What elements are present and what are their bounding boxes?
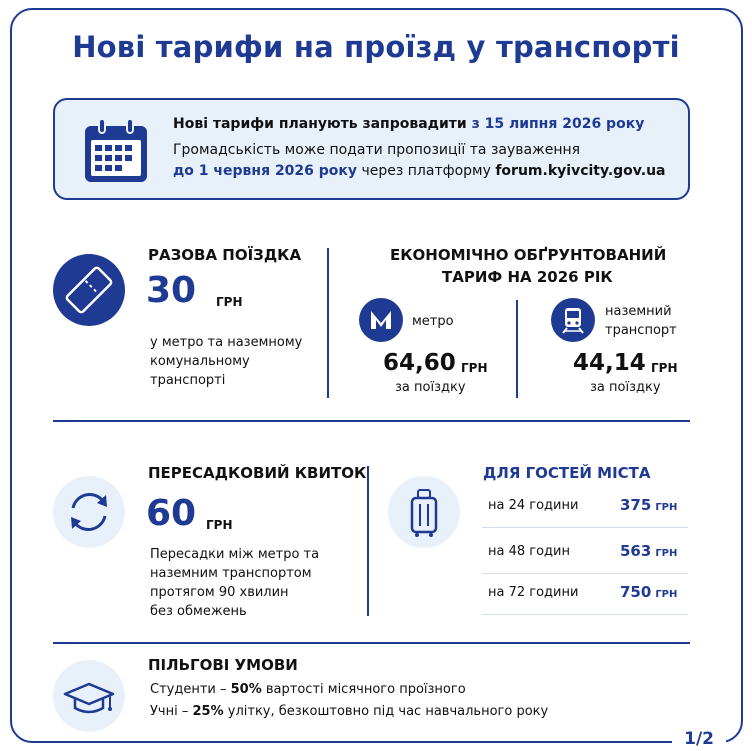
guest-price-value: 563 <box>620 542 652 560</box>
benefits-pupils <box>150 702 548 721</box>
transfer-price: 60 <box>146 493 197 534</box>
guest-price-unit: ГРН <box>655 548 678 559</box>
single-trip-desc-3: транспорті <box>150 373 226 388</box>
notice-line-3 <box>173 163 666 179</box>
benefits-students-prefix: Студенти – <box>150 682 227 697</box>
train-icon <box>551 298 595 342</box>
ground-unit: ГРН <box>651 361 678 375</box>
suitcase-icon <box>388 476 460 548</box>
guest-row-label: на 48 годин <box>488 544 570 559</box>
economic-heading-1: ЕКОНОМІЧНО ОБҐРУНТОВАНИЙ <box>390 246 667 264</box>
metro-unit: ГРН <box>461 361 488 375</box>
guest-row-48h <box>482 534 688 574</box>
transfer-heading: ПЕРЕСАДКОВИЙ КВИТОК <box>148 464 367 482</box>
guest-row-price <box>620 542 677 560</box>
graduation-icon-circle <box>53 660 125 732</box>
graduation-cap-icon <box>53 660 125 732</box>
transfer-desc-1: Пересадки між метро та <box>150 547 320 562</box>
guest-row-label: на 24 години <box>488 498 579 513</box>
calendar-icon <box>81 116 151 186</box>
suitcase-icon-circle <box>388 476 460 548</box>
transfer-desc-4: без обмежень <box>150 604 247 619</box>
transfer-desc-2: наземним транспортом <box>150 566 312 581</box>
ground-label-1: наземний <box>605 304 672 319</box>
ticket-icon-circle <box>53 254 125 326</box>
transfer-desc-3: протягом 90 хвилин <box>150 585 289 600</box>
divider-vertical-3 <box>367 466 369 616</box>
notice-line-1-prefix: Нові тарифи планують запровадити <box>173 116 467 132</box>
single-trip-desc-1: у метро та наземному <box>150 335 303 350</box>
metro-label: метро <box>412 314 454 329</box>
guest-row-24h <box>482 488 688 528</box>
guest-price-value: 750 <box>620 583 652 601</box>
economic-heading-2: ТАРИФ НА 2026 РІК <box>442 268 613 286</box>
benefits-pupils-suffix: улітку, безкоштовно під час навчального року <box>227 704 549 719</box>
single-trip-unit: ГРН <box>216 295 243 309</box>
ground-price: 44,14 <box>573 350 646 376</box>
transfer-arrows-icon <box>53 476 125 548</box>
benefits-students <box>150 680 466 699</box>
single-trip-price: 30 <box>146 270 197 311</box>
benefits-heading: ПІЛЬГОВІ УМОВИ <box>148 656 298 674</box>
page-title: Нові тарифи на проїзд у транспорті <box>72 30 680 64</box>
notice-line-1 <box>173 116 644 132</box>
benefits-students-suffix: вартості місячного проїзного <box>265 682 466 697</box>
guest-row-72h <box>482 575 688 615</box>
guests-heading: ДЛЯ ГОСТЕЙ МІСТА <box>483 464 651 482</box>
notice-box <box>53 98 690 200</box>
divider-horizontal-2 <box>53 642 690 644</box>
train-icon-circle <box>551 298 595 342</box>
guest-row-price <box>620 496 677 514</box>
notice-line-2: Громадськість може подати пропозиції та зауваження <box>173 142 581 158</box>
notice-deadline: до 1 червня 2026 року <box>173 163 358 179</box>
transfer-unit: ГРН <box>206 518 233 532</box>
divider-vertical-1 <box>327 248 329 398</box>
notice-line-3-middle: через платформу <box>361 163 491 179</box>
guest-row-label: на 72 години <box>488 585 579 600</box>
guest-price-value: 375 <box>620 496 652 514</box>
forum-link[interactable]: forum.kyivcity.gov.ua <box>495 163 666 179</box>
page-number: 1/2 <box>672 729 726 749</box>
guest-row-price <box>620 583 677 601</box>
single-trip-desc-2: комунальному <box>150 354 250 369</box>
ground-label-2: транспорт <box>605 323 677 338</box>
divider-horizontal-1 <box>53 420 690 422</box>
notice-start-date: з 15 липня 2026 року <box>471 116 645 132</box>
metro-icon-circle <box>359 298 403 342</box>
ticket-icon <box>53 254 125 326</box>
guest-price-unit: ГРН <box>655 502 678 513</box>
ground-per-trip: за поїздку <box>590 380 661 395</box>
benefits-students-percent: 50% <box>230 682 262 697</box>
metro-per-trip: за поїздку <box>395 380 466 395</box>
single-trip-heading: РАЗОВА ПОЇЗДКА <box>148 246 302 264</box>
transfer-icon-circle <box>53 476 125 548</box>
guest-price-unit: ГРН <box>655 589 678 600</box>
benefits-pupils-prefix: Учні – <box>150 704 189 719</box>
benefits-pupils-percent: 25% <box>192 704 224 719</box>
divider-vertical-2 <box>516 300 518 398</box>
metro-price: 64,60 <box>383 350 456 376</box>
metro-icon <box>359 298 403 342</box>
